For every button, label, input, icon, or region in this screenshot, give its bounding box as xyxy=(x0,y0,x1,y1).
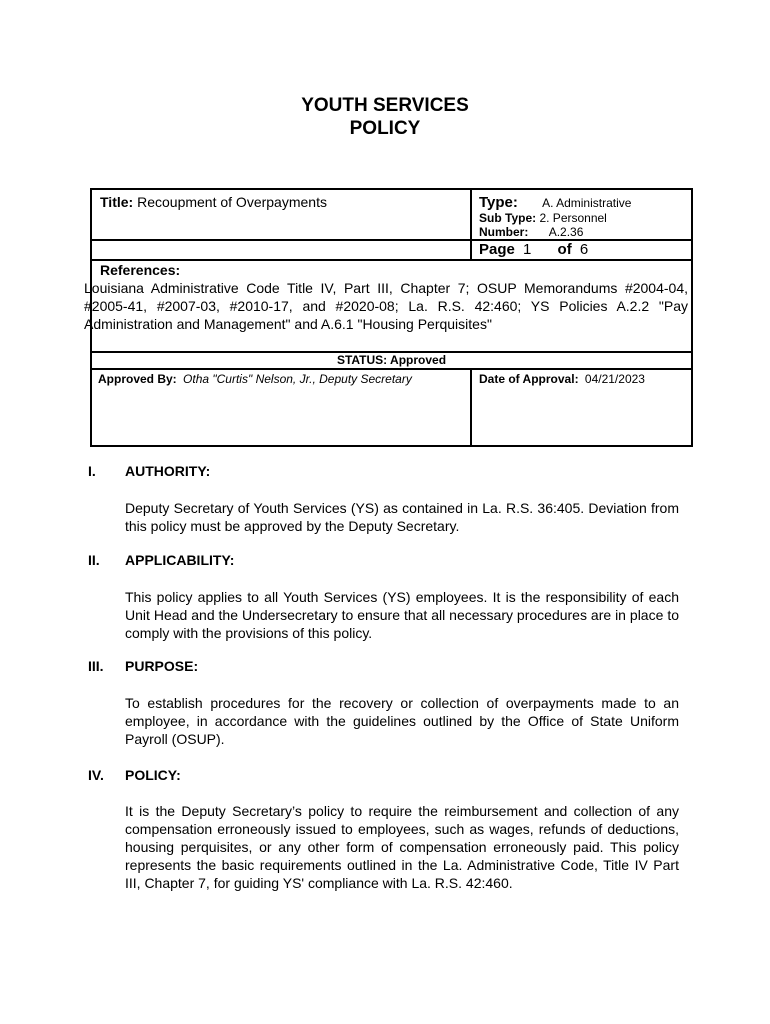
date-value: 04/21/2023 xyxy=(584,372,645,386)
references-text: Louisiana Administrative Code Title IV, Part III, Chapter 7; OSUP Memorandums #2004-04, #2005-41, #2007-03, #2010-17, and #2020-08; La. R.S. 42:460; YS Policies A.2.2 "Pay Administration and Management" and A.6.1 "Housing Perquisites" xyxy=(84,280,688,332)
section-numeral: IV. xyxy=(88,767,104,783)
table-divider xyxy=(470,190,472,259)
section-numeral: III. xyxy=(88,658,104,674)
section-title: AUTHORITY: xyxy=(125,463,211,479)
section-numeral: II. xyxy=(88,552,100,568)
page-value: 1 xyxy=(523,241,532,258)
section-title: POLICY: xyxy=(125,767,181,783)
references-label: References: xyxy=(100,262,181,278)
section-title: APPLICABILITY: xyxy=(125,552,235,568)
page-label: Page xyxy=(479,241,515,258)
section-text: It is the Deputy Secretary’s policy to require the reimbursement and collection of any compensation erroneously issued to employees, such as wages, refunds of deductions, housing perquisites, or any other form of compensation erroneously paid. This policy represents the basic requirements outlined in the La. Administrative Code, Title IV Part III, Chapter 7, for guiding YS' compliance with La. R.S. 42:460. xyxy=(125,803,679,891)
table-divider xyxy=(92,368,691,370)
number-value: A.2.36 xyxy=(548,225,584,239)
document-title xyxy=(0,94,770,140)
subtype-label: Sub Type: xyxy=(479,211,537,225)
of-label: of xyxy=(557,241,572,258)
section-title: PURPOSE: xyxy=(125,658,199,674)
section-text: To establish procedures for the recovery or collection of overpayments made to an employee, in accordance with the guidelines outlined by the Office of State Uniform Payroll (OSUP). xyxy=(125,695,679,747)
type-cell xyxy=(479,194,631,211)
number-label: Number: xyxy=(479,225,529,239)
section-text: This policy applies to all Youth Services (YS) employees. It is the responsibility of each Unit Head and the Undersecretary to ensure that all necessary procedures are in place to comply with the provisions of this policy. xyxy=(125,589,679,641)
table-divider xyxy=(92,259,691,261)
approved-by-value: Otha "Curtis" Nelson, Jr., Deputy Secretary xyxy=(183,372,412,386)
policy-header-table xyxy=(84,188,693,447)
type-value: A. Administrative xyxy=(542,196,632,210)
title-line-2: POLICY xyxy=(349,118,421,139)
title-cell xyxy=(100,194,327,211)
of-value: 6 xyxy=(579,241,589,258)
subtype-value: 2. Personnel xyxy=(539,211,607,225)
date-of-approval-cell xyxy=(479,372,645,387)
subtype-cell xyxy=(479,211,607,226)
table-divider xyxy=(92,239,691,241)
title-label: Title: xyxy=(100,194,134,210)
approved-by-label: Approved By: xyxy=(98,372,177,386)
title-line-1: YOUTH SERVICES xyxy=(301,95,469,116)
date-label: Date of Approval: xyxy=(479,372,579,386)
type-label: Type: xyxy=(479,194,518,211)
section-text: Deputy Secretary of Youth Services (YS) as contained in La. R.S. 36:405. Deviation from this policy must be approved by the Deputy Secretary. xyxy=(125,500,679,534)
title-value: Recoupment of Overpayments xyxy=(137,194,327,210)
approved-by-cell xyxy=(98,372,412,387)
section-numeral: I. xyxy=(88,463,96,479)
page-cell xyxy=(479,241,588,258)
status-badge: STATUS: Approved xyxy=(336,353,447,367)
table-divider xyxy=(470,368,472,447)
number-cell xyxy=(479,225,583,240)
